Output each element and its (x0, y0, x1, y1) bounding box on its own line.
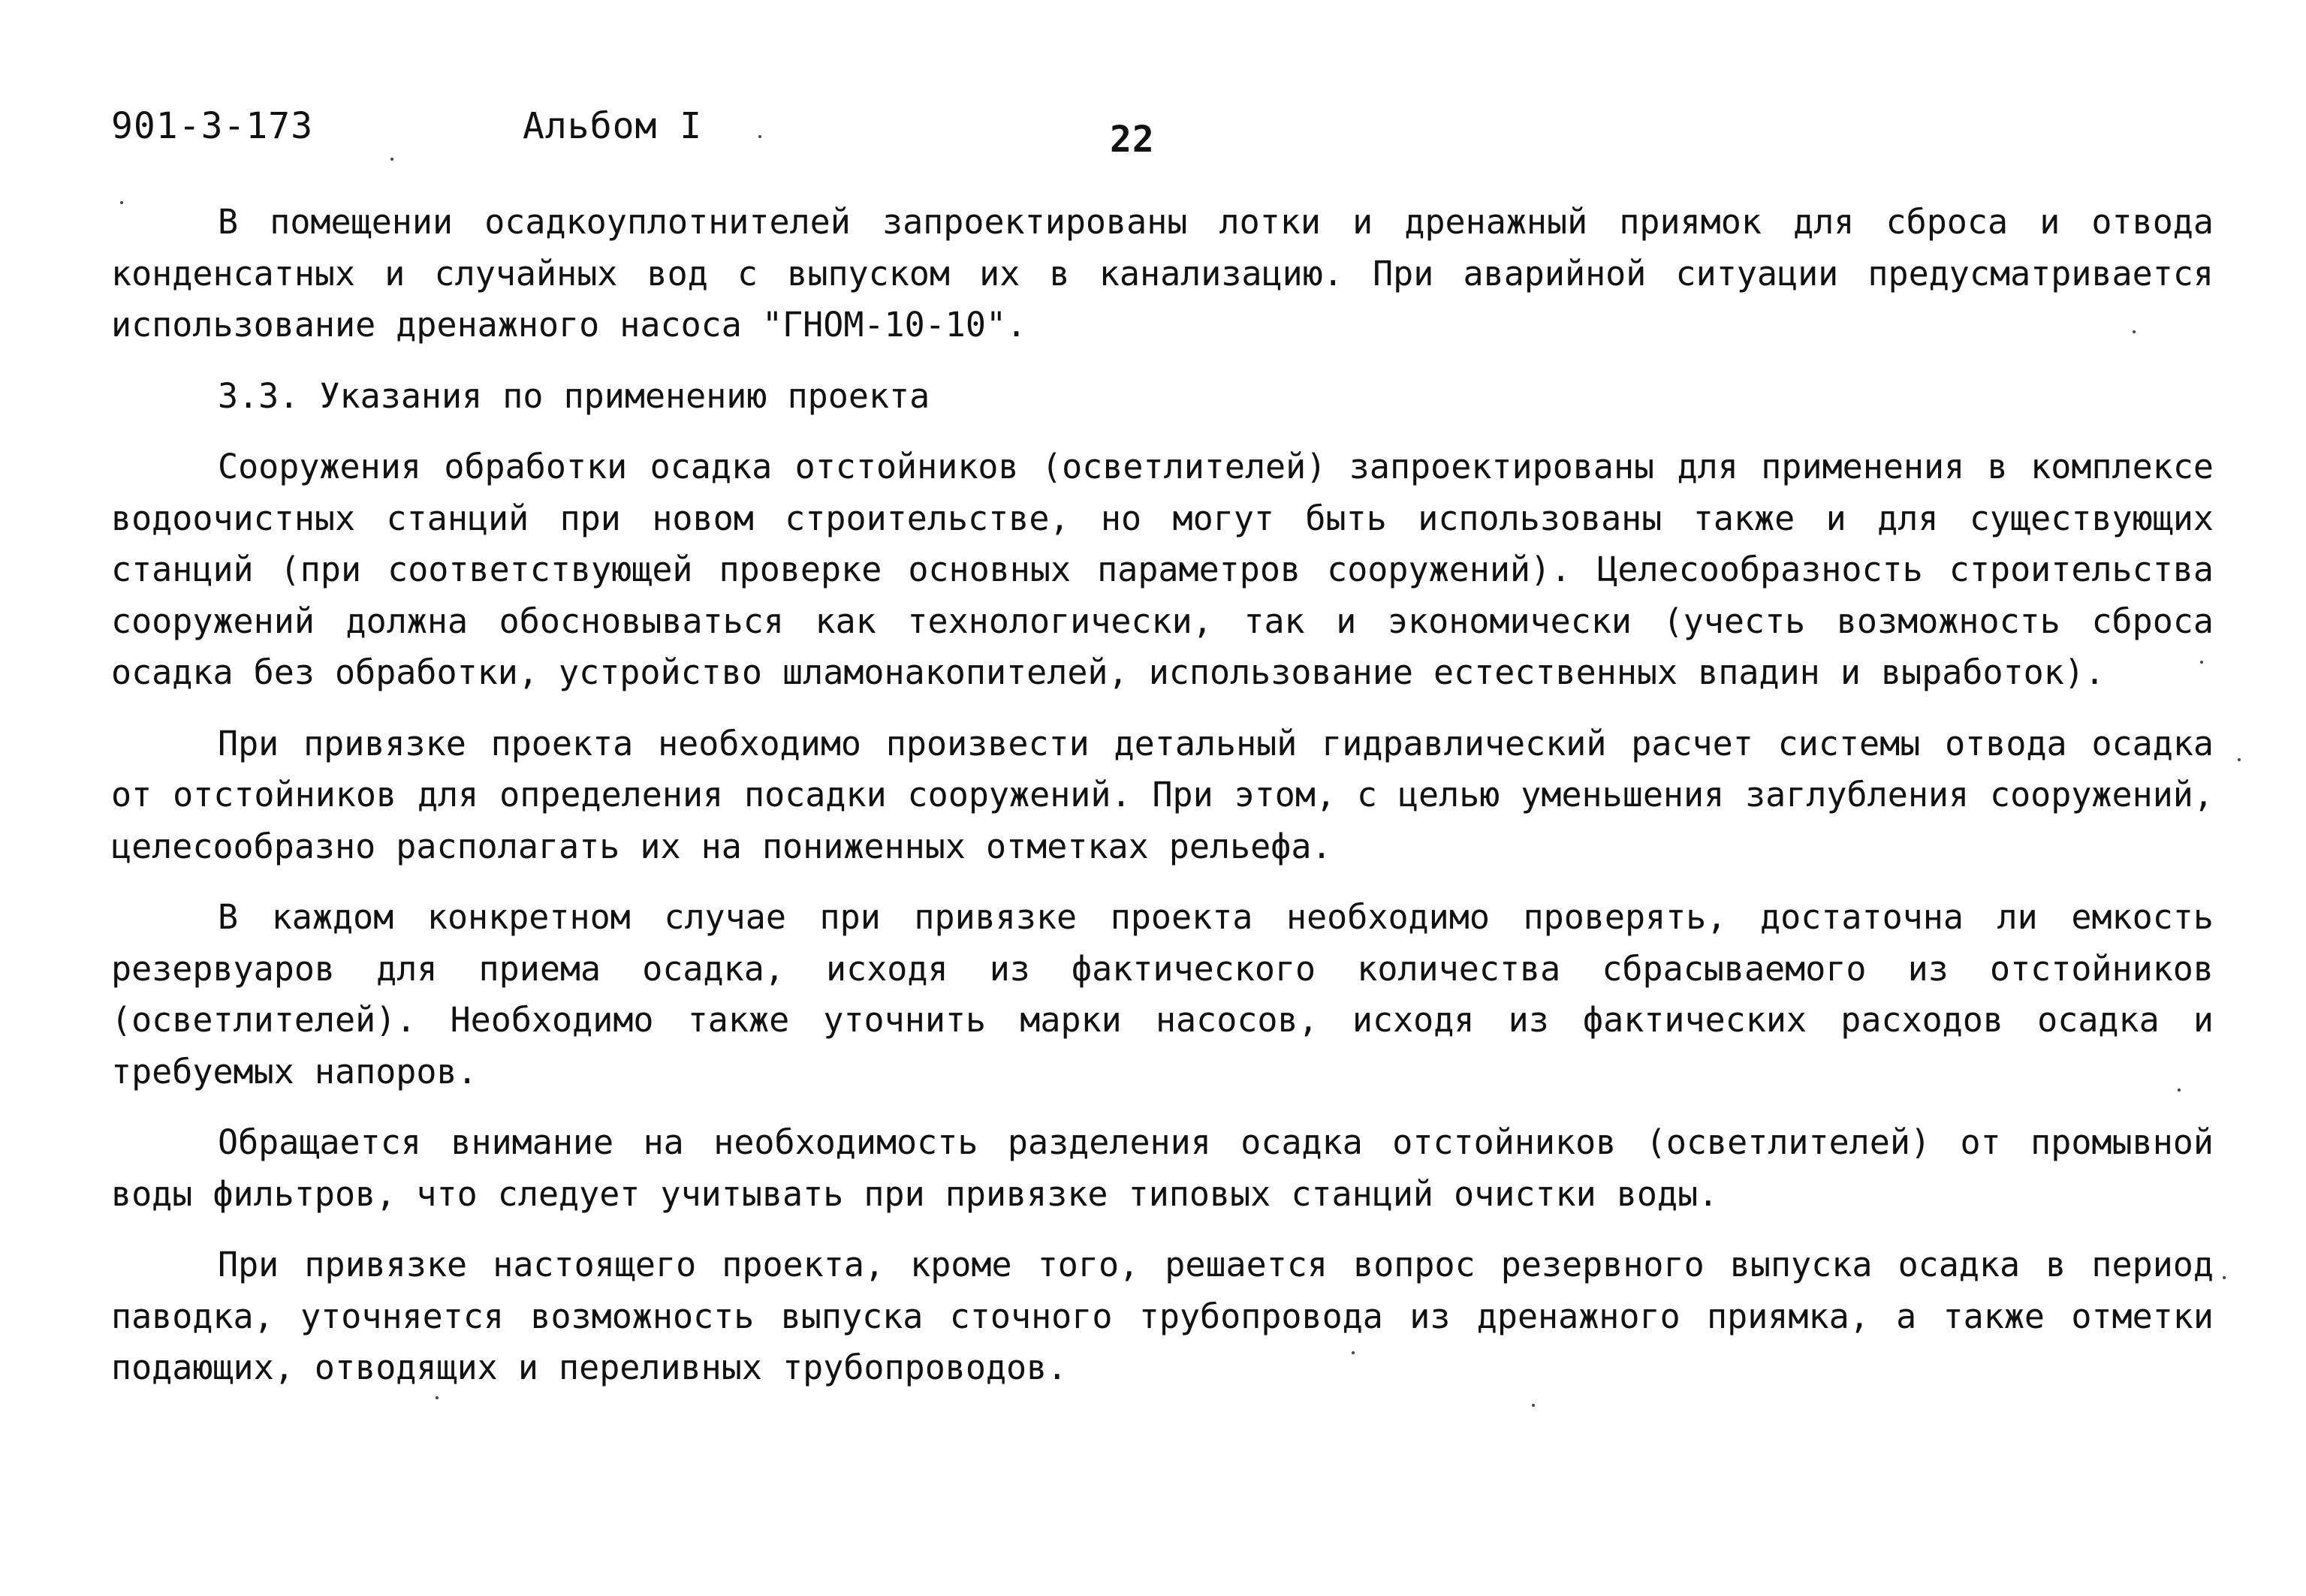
scan-speck (1532, 1404, 1535, 1407)
paragraph-separation: Обращается внимание на необходимость разделения осадка отстойников (осветлителей) от промывной воды фильтров, что следует учитывать при привязке типовых станций очистки воды. (111, 1122, 2214, 1214)
scan-speck (2200, 661, 2203, 664)
paragraph-hydraulic-calc: При привязке проекта необходимо произвести детальный гидравлический расчет системы отвода осадка от отстойников для определения посадки сооружений. При этом, с целью уменьшения заглубления сооружений, целесообразно располагать их на пониженных отметках рельефа. (111, 723, 2214, 866)
scan-speck (1352, 1351, 1355, 1354)
page-number: 22 (1110, 119, 1155, 161)
document-body (111, 197, 2214, 1394)
page-header (111, 105, 2214, 165)
paragraph-application: Сооружения обработки осадка отстойников (осветлителей) запроектированы для применения в комплексе водоочистных станций при новом строительстве, но могут быть использованы также и для существующих станций (при соответствующей проверке основных параметров сооружений). Целесообразность строительства сооружений должна обосновываться как технологически, так и экономически (учесть возможность сброса осадка без обработки, устройство шламонакопителей, использование естественных впадин и выработок). (111, 447, 2214, 692)
paragraph-drainage: В помещении осадкоуплотнителей запроектированы лотки и дренажный приямок для сброса и отвода конденсатных и случайных вод с выпуском их в канализацию. При аварийной ситуации предусматривается использование дренажного насоса "ГНОМ-10-10". (111, 202, 2214, 345)
scan-speck (2178, 1089, 2181, 1092)
scan-speck (120, 201, 123, 204)
scan-speck (758, 135, 761, 138)
scan-speck (2133, 330, 2136, 333)
document-code: 901-3-173 (111, 105, 314, 147)
album-label: Альбом I (523, 105, 703, 147)
scan-speck (2223, 1276, 2226, 1279)
scan-speck (2238, 758, 2241, 761)
paragraph-reserve-outlet: При привязке настоящего проекта, кроме того, решается вопрос резервного выпуска осадка в период паводка, уточняется возможность выпуска сточного трубопровода из дренажного приямка, а также отметки подающих, отводящих и переливных трубопроводов. (111, 1245, 2214, 1387)
scan-speck (390, 158, 393, 161)
section-heading: 3.3. Указания по применению проекта (218, 375, 930, 416)
paragraph-tank-capacity: В каждом конкретном случае при привязке проекта необходимо проверять, достаточна ли емкость резервуаров для приема осадка, исходя из фактического количества сбрасываемого из отстойников (осветлителей). Необходимо также уточнить марки насосов, исходя из фактических расходов осадка и требуемых напоров. (111, 897, 2214, 1092)
scan-speck (436, 1396, 439, 1399)
